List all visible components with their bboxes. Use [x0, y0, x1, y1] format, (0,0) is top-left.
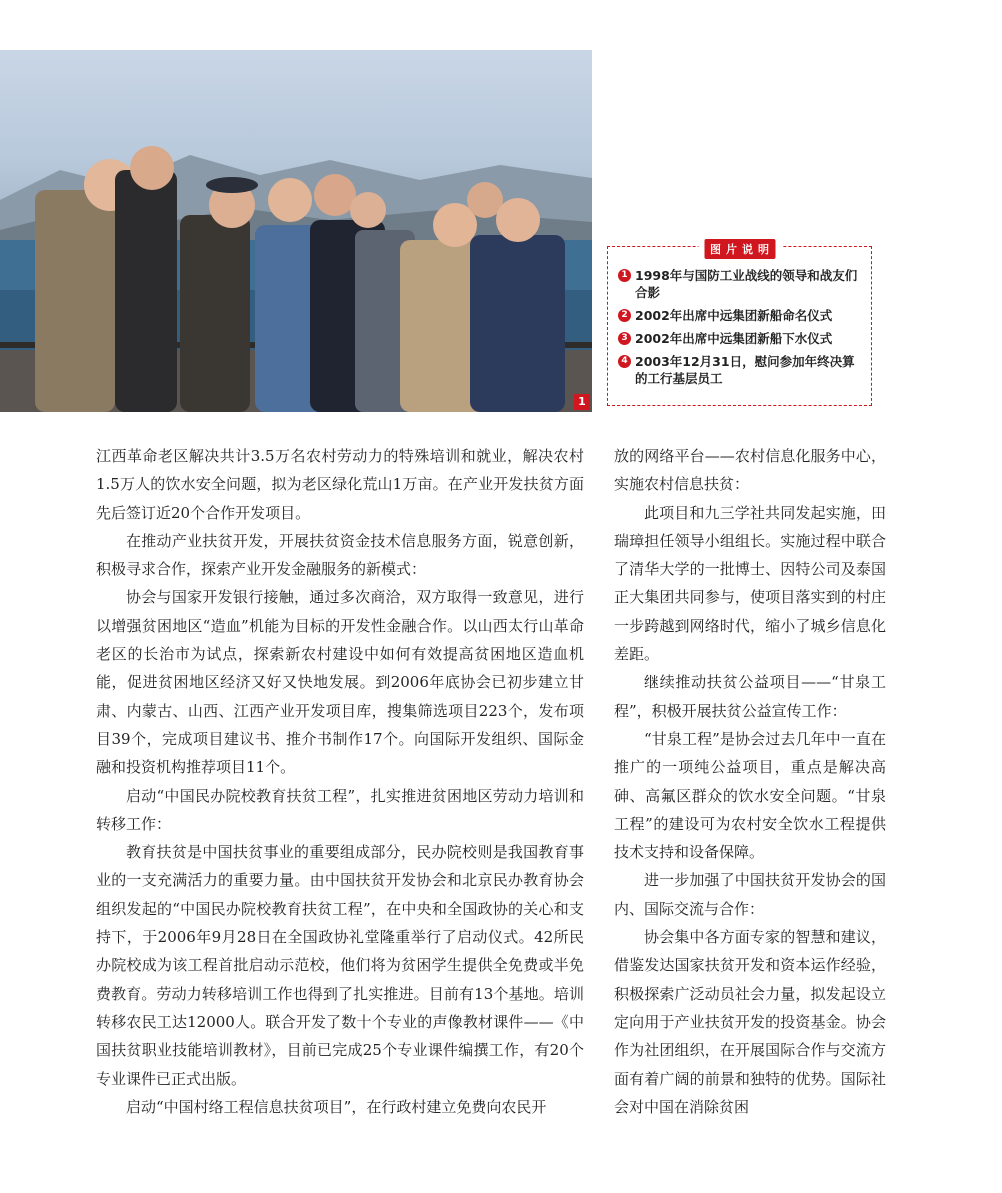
caption-title-label: 图片说明 [704, 239, 775, 259]
caption-number-badge: 4 [618, 355, 631, 368]
caption-number-badge: 2 [618, 309, 631, 322]
paragraph: 此项目和九三学社共同发起实施，田瑞璋担任领导小组组长。实施过程中联合了清华大学的一批博士、因特公司及泰国正大集团共同参与，使项目落实到的村庄一步跨越到网络时代，缩小了城乡信息化差距。 [614, 503, 886, 664]
right-text-column [614, 442, 886, 1121]
paragraph: 江西革命老区解决共计3.5万名农村劳动力的特殊培训和就业，解决农村1.5万人的饮水安全问题，拟为老区绿化荒山1万亩。在产业开发扶贫方面先后签订近20个合作开发项目。 [96, 447, 584, 522]
group-photo [0, 50, 592, 412]
paragraph: 教育扶贫是中国扶贫事业的重要组成部分，民办院校则是我国教育事业的一支充满活力的重要力量。由中国扶贫开发协会和北京民办教育协会组织发起的“中国民办院校教育扶贫工程”，在中央和全国政协的关心和支持下，于2006年9月28日在全国政协礼堂隆重举行了启动仪式。42所民办院校成为该工程首批启动示范校，他们将为贫困学生提供全免费或半免费教育。劳动力转移培训工作也得到了扎实推进。目前有13个基地。培训转移农民工达12000人。联合开发了数十个专业的声像教材课件——《中国扶贫职业技能培训教材》，目前已完成25个专业课件编撰工作，有20个专业课件已正式出版。 [96, 843, 584, 1088]
caption-item-text: 1998年与国防工业战线的领导和战友们合影 [635, 268, 858, 300]
group-photo-illustration [0, 50, 592, 412]
caption-item [618, 330, 866, 347]
caption-item [618, 307, 866, 324]
paragraph: 继续推动扶贫公益项目——“甘泉工程”，积极开展扶贫公益宣传工作： [614, 673, 886, 720]
caption-item [618, 267, 866, 301]
caption-item [618, 353, 866, 387]
paragraph: 进一步加强了中国扶贫开发协会的国内、国际交流与合作： [614, 871, 886, 918]
paragraph: 启动“中国民办院校教育扶贫工程”，扎实推进贫困地区劳动力培训和转移工作： [96, 786, 584, 833]
caption-list [618, 267, 866, 393]
caption-item-text: 2002年出席中远集团新船命名仪式 [635, 308, 833, 323]
paragraph: 放的网络平台——农村信息化服务中心，实施农村信息扶贫： [614, 447, 886, 494]
photo-caption-box [607, 243, 872, 406]
caption-title [698, 238, 781, 259]
paragraph: 协会与国家开发银行接触，通过多次商洽，双方取得一致意见，进行以增强贫困地区“造血”机能为目标的开发性金融合作。以山西太行山革命老区的长治市为试点，探索新农村建设中如何有效提高贫困地区造血机能，促进贫困地区经济又好又快地发展。到2006年底协会已初步建立甘肃、内蒙古、山西、江西产业开发项目库，搜集筛选项目223个，发布项目39个，完成项目建议书、推介书制作17个。向国际开发组织、国际金融和投资机构推荐项目11个。 [96, 588, 584, 777]
caption-item-text: 2002年出席中远集团新船下水仪式 [635, 331, 833, 346]
caption-number-badge: 3 [618, 332, 631, 345]
paragraph: “甘泉工程”是协会过去几年中一直在推广的一项纯公益项目，重点是解决高砷、高氟区群众的饮水安全问题。“甘泉工程”的建设可为农村安全饮水工程提供技术支持和设备保障。 [614, 729, 886, 862]
paragraph: 在推动产业扶贫开发，开展扶贫资金技术信息服务方面，锐意创新，积极寻求合作，探索产业开发金融服务的新模式： [96, 531, 584, 579]
caption-number-badge: 1 [618, 269, 631, 282]
left-text-column [96, 442, 584, 1121]
caption-item-text: 2003年12月31日，慰问参加年终决算的工行基层员工 [635, 354, 855, 386]
photo-number-badge: 1 [574, 394, 590, 410]
paragraph: 启动“中国村络工程信息扶贫项目”，在行政村建立免费向农民开 [126, 1097, 547, 1116]
paragraph: 协会集中各方面专家的智慧和建议，借鉴发达国家扶贫开发和资本运作经验，积极探索广泛动员社会力量，拟发起设立定向用于产业扶贫开发的投资基金。协会作为社团组织，在开展国际合作与交流方面有着广阔的前景和独特的优势。国际社会对中国在消除贫困 [614, 928, 886, 1116]
